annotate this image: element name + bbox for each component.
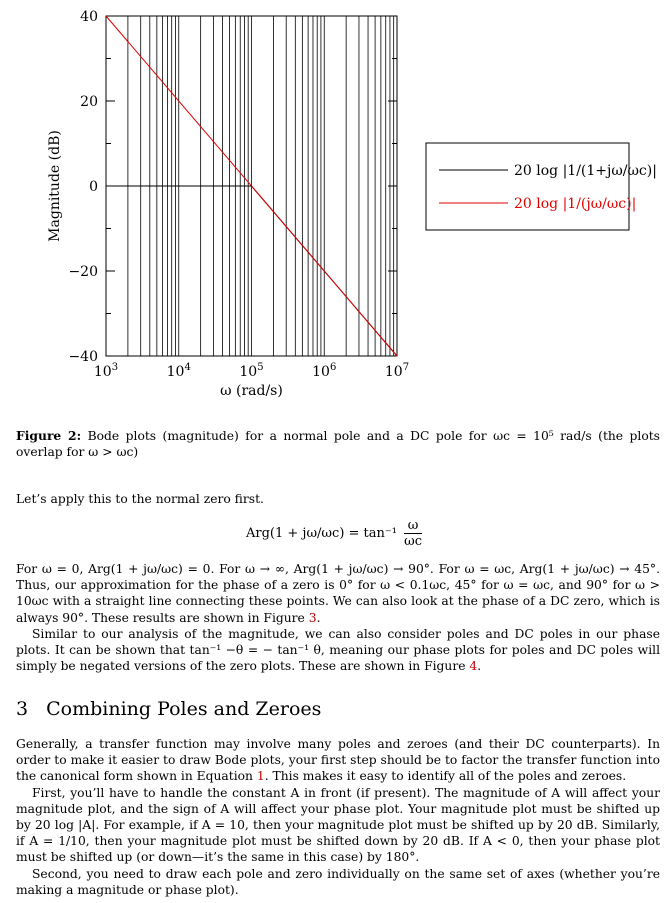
section-heading	[16, 698, 321, 720]
caption-text: Bode plots (magnitude) for a normal pole and a DC pole for ωc = 10⁵ rad/s (the plots overlap for ω > ωc)	[16, 429, 660, 460]
legend-box	[426, 143, 629, 230]
y-tick-label: −20	[68, 264, 98, 280]
y-axis-label: Magnitude (dB)	[47, 130, 63, 242]
legend-label: 20 log |1/(1+jω/ωc)|	[514, 163, 657, 179]
paragraph-constant-a: First, you’ll have to handle the constant A in front (if present). The magnitude of A will affect your magnitude plot, and the sign of A will affect your phase plot. Your magnitude plot must be shifted up by 20 log |A|. For example, if A = 10, then your magnitude plot must be shifted up by 20 dB. Similarly, if A = 1/10, then your magnitude plot must be shifted down by 20 dB. If A < 0, then your phase plot must be shifted up (or down—it’s the same in this case) by 180°.	[16, 785, 660, 865]
section-number: 3	[16, 698, 29, 720]
intro-paragraph: Let’s apply this to the normal zero first.	[16, 492, 264, 506]
paragraph-pole-phase-text: Similar to our analysis of the magnitude, we can also consider poles and DC poles in our phase plots. It can be shown that tan⁻¹ −θ = − tan⁻¹ θ, meaning our phase plots for poles and DC poles will simply be negated versions of the zero plots. These are shown in Figure	[16, 626, 660, 674]
x-tick-label: $10^3$	[93, 362, 119, 380]
equation-denominator: ωc	[404, 534, 422, 549]
x-tick-label: $10^7$	[384, 362, 410, 380]
equation-lhs: Arg(1 + jω/ωc) = tan⁻¹	[246, 526, 397, 541]
figure-caption	[16, 428, 660, 460]
x-tick-label: $10^5$	[239, 362, 264, 380]
bode-chart	[0, 0, 668, 410]
x-axis-label: ω (rad/s)	[220, 383, 283, 399]
figure-4-link[interactable]: 4	[469, 659, 478, 674]
paragraph-zero-phase-text: For ω = 0, Arg(1 + jω/ωc) = 0. For ω → ∞, Arg(1 + jω/ωc) → 90°. For ω = ωc, Arg(1 + jω/ωc) → 45°. Thus, our approximation for the phase of a zero is 0° for ω < 0.1ωc, 45° for ω = ωc, and 90° for ω > 10ωc with a straight line connecting these points. We can also look at the phase of a DC zero, which is always 90°. These results are shown in Figure	[16, 562, 660, 625]
bode-magnitude-figure	[0, 0, 668, 410]
paragraph-canonical-form-text: Generally, a transfer function may involve many poles and zeroes (and their DC counterparts). In order to make it easier to draw Bode plots, your first step should be to factor the transfer function into the canonical form shown in Equation	[16, 737, 660, 784]
equation-numerator: ω	[404, 518, 422, 534]
body-block-2	[16, 736, 660, 898]
caption-label: Figure 2:	[16, 428, 82, 443]
y-tick-label: 40	[80, 9, 98, 25]
phase-equation	[0, 518, 668, 549]
body-block-1	[16, 561, 660, 674]
y-tick-label: −40	[68, 349, 98, 365]
paragraph-pole-phase: Similar to our analysis of the magnitude, we can also consider poles and DC poles in our phase plots. It can be shown that tan⁻¹ −θ = − tan⁻¹ θ, meaning our phase plots for poles and DC poles will simply be negated versions of the zero plots. These are shown in Figure 4.	[16, 626, 660, 674]
y-tick-label: 20	[80, 94, 98, 110]
x-tick-label: $10^6$	[312, 362, 337, 380]
y-tick-label: 0	[89, 179, 98, 195]
x-tick-label: $10^4$	[166, 362, 191, 380]
equation-fraction	[404, 518, 422, 549]
paragraph-zero-phase: For ω = 0, Arg(1 + jω/ωc) = 0. For ω → ∞, Arg(1 + jω/ωc) → 90°. For ω = ωc, Arg(1 + jω/ωc) → 45°. Thus, our approximation for the phase of a zero is 0° for ω < 0.1ωc, 45° for ω = ωc, and 90° for ω > 10ωc with a straight line connecting these points. We can also look at the phase of a DC zero, which is always 90°. These results are shown in Figure 3.	[16, 562, 660, 625]
paragraph-draw-each: Second, you need to draw each pole and zero individually on the same set of axes (whether you’re making a magnitude or phase plot).	[16, 866, 660, 897]
section-title: Combining Poles and Zeroes	[46, 698, 322, 720]
paragraph-canonical-form	[16, 736, 660, 785]
legend-label: 20 log |1/(jω/ωc)|	[514, 196, 637, 212]
figure-3-link[interactable]: 3	[308, 610, 317, 625]
equation-1-link[interactable]: 1	[256, 769, 265, 784]
paragraph-canonical-form-end: . This makes it easy to identify all of the poles and zeroes.	[264, 769, 627, 784]
